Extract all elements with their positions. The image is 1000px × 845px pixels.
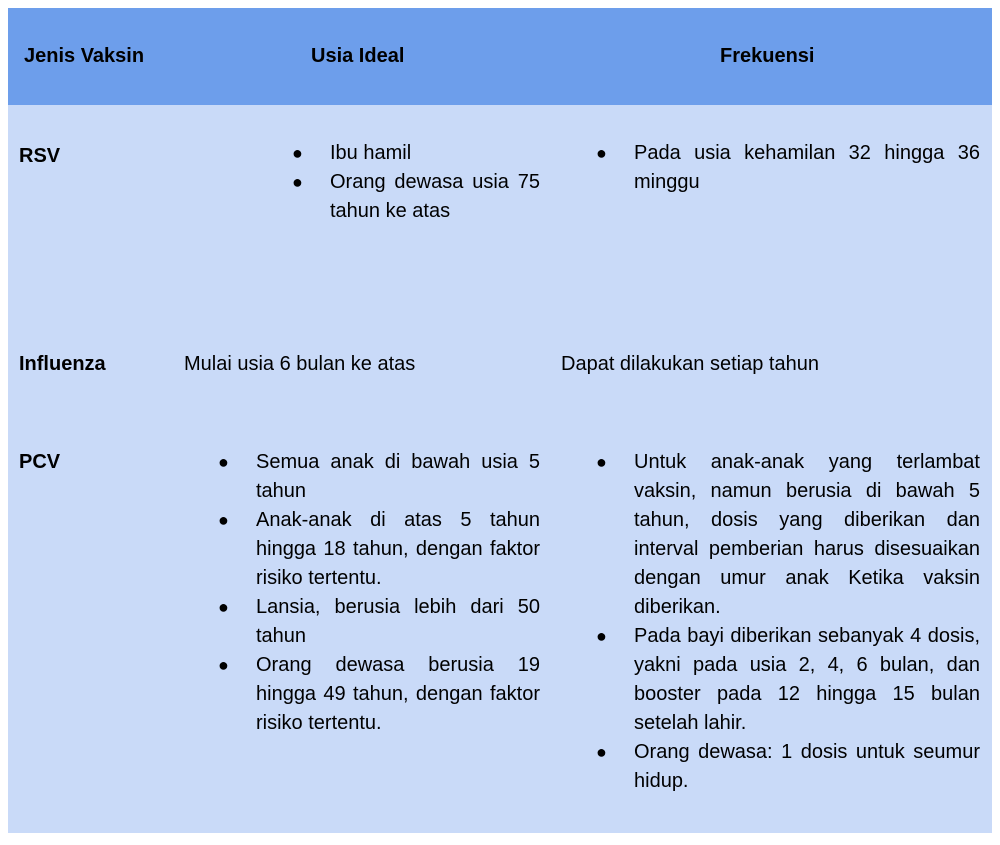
list-item-text: Lansia, berusia lebih dari 50 tahun — [256, 596, 540, 647]
list-item — [596, 622, 980, 738]
row-label-rsv: RSV — [19, 145, 61, 167]
list-item-text: Semua anak di bawah usia 5 tahun — [256, 451, 540, 502]
list-item — [218, 448, 540, 506]
list-item — [218, 506, 540, 593]
influenza-frekuensi-text: Dapat dilakukan setiap tahun — [561, 353, 819, 375]
bullet-icon: ● — [218, 655, 229, 675]
list-item-text: Orang dewasa: 1 dosis untuk seumur hidup. — [634, 741, 980, 792]
bullet-icon: ● — [596, 452, 607, 472]
bullet-icon: ● — [596, 626, 607, 646]
vaccine-table — [8, 8, 992, 833]
list-item — [596, 139, 980, 197]
list-item-text: Pada bayi diberikan sebanyak 4 dosis, yakni pada usia 2, 4, 6 bulan, dan booster pada 12 hingga 15 bulan setelah lahir. — [634, 625, 980, 734]
list-item — [596, 448, 980, 622]
pcv-frekuensi-list — [596, 448, 980, 796]
bullet-icon: ● — [596, 742, 607, 762]
bullet-icon: ● — [218, 452, 229, 472]
list-item-text: Ibu hamil — [330, 142, 412, 164]
pcv-usia-list — [218, 448, 540, 738]
list-item — [292, 168, 540, 226]
list-item-text: Untuk anak-anak yang terlambat vaksin, namun berusia di bawah 5 tahun, dosis yang diberikan dan interval pemberian harus disesuaikan dengan umur anak Ketika vaksin diberikan. — [634, 451, 980, 618]
bullet-icon: ● — [292, 143, 303, 163]
bullet-icon: ● — [292, 172, 303, 192]
bullet-icon: ● — [218, 510, 229, 530]
list-item-text: Orang dewasa berusia 19 hingga 49 tahun, dengan faktor risiko tertentu. — [256, 654, 540, 734]
list-item-text: Pada usia kehamilan 32 hingga 36 minggu — [634, 142, 980, 193]
bullet-icon: ● — [596, 143, 607, 163]
header-frekuensi: Frekuensi — [720, 45, 815, 67]
list-item-text: Orang dewasa usia 75 tahun ke atas — [330, 171, 540, 222]
rsv-frekuensi-list — [596, 139, 980, 197]
list-item — [292, 139, 540, 168]
influenza-usia-text: Mulai usia 6 bulan ke atas — [184, 353, 416, 375]
bullet-icon: ● — [218, 597, 229, 617]
list-item — [596, 738, 980, 796]
list-item-text: Anak-anak di atas 5 tahun hingga 18 tahun, dengan faktor risiko tertentu. — [256, 509, 540, 589]
row-label-influenza: Influenza — [19, 353, 106, 375]
table-header — [8, 8, 992, 105]
rsv-usia-list — [292, 139, 540, 226]
row-label-pcv: PCV — [19, 451, 61, 473]
header-usia-ideal: Usia Ideal — [311, 45, 405, 67]
list-item — [218, 651, 540, 738]
list-item — [218, 593, 540, 651]
header-jenis-vaksin: Jenis Vaksin — [24, 45, 145, 67]
